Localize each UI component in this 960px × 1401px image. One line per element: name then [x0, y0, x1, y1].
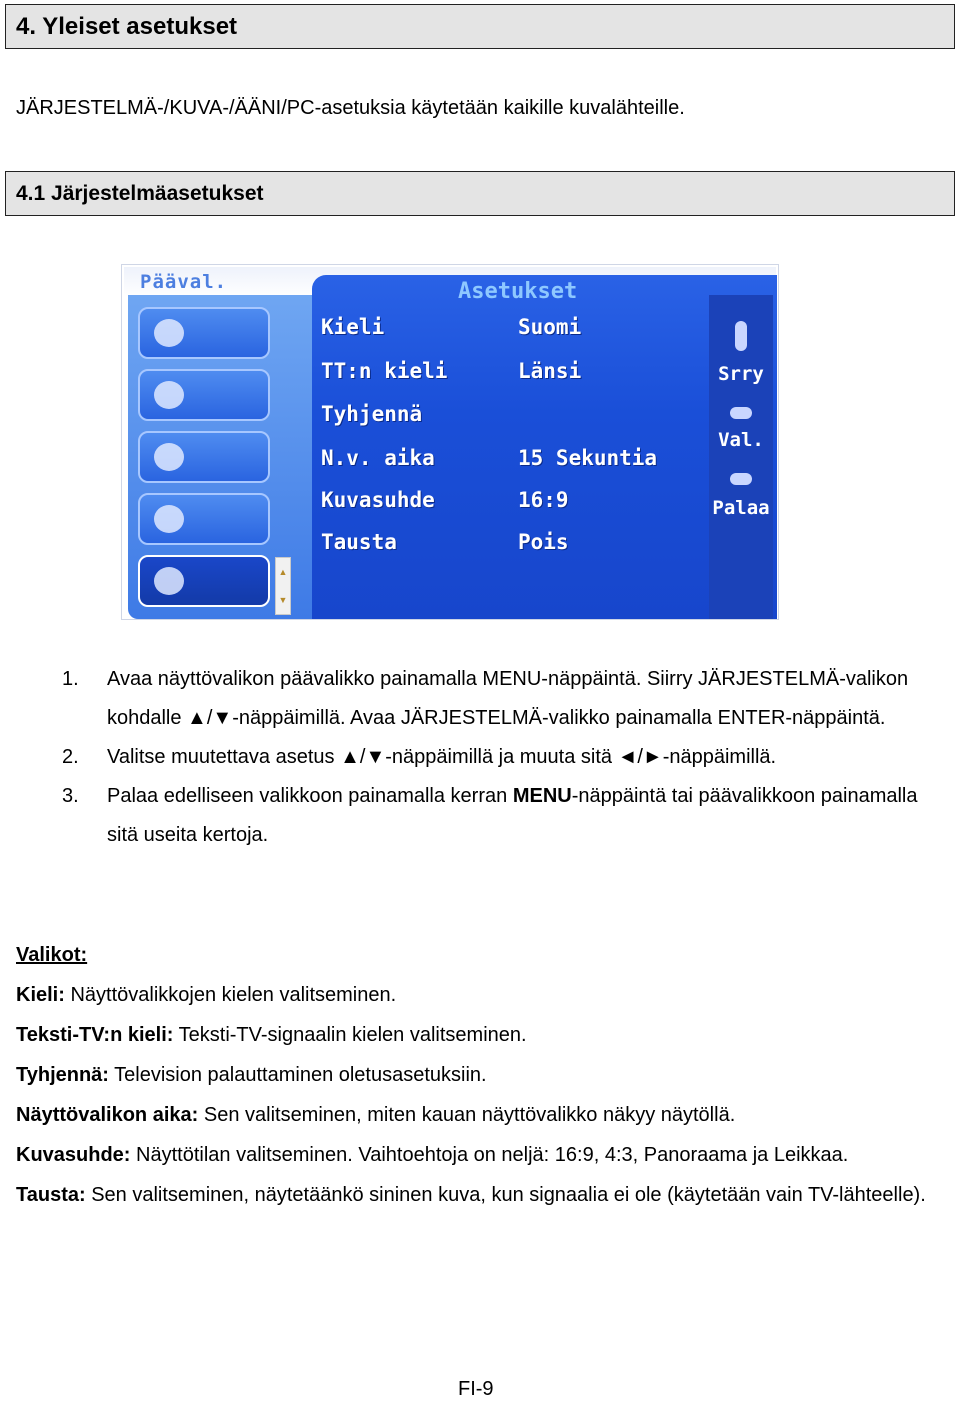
- menu-key-icon: [730, 473, 752, 485]
- menu-term: Kuvasuhde:: [16, 1144, 131, 1166]
- subsection-title-bar: [5, 171, 955, 216]
- intro-text: JÄRJESTELMÄ-/KUVA-/ÄÄNI/PC-asetuksia käytetään kaikille kuvalähteille.: [16, 97, 685, 119]
- tv-item-value: Länsi: [518, 359, 582, 383]
- legend-move: Srry: [718, 363, 764, 385]
- tv-item-label: TT:n kieli: [321, 359, 448, 383]
- menu-descriptions: [16, 935, 936, 1215]
- tv-category-column: [128, 295, 312, 619]
- pc-category-icon: [138, 493, 270, 545]
- menu-desc-item: [16, 975, 936, 1015]
- tv-item-value: Suomi: [518, 315, 582, 339]
- menu-term: Kieli:: [16, 984, 65, 1006]
- tv-key-legend: [709, 295, 773, 619]
- legend-back: Palaa: [712, 497, 770, 519]
- legend-select: Val.: [718, 429, 764, 451]
- tv-item-label: Tyhjennä: [321, 402, 423, 426]
- section-title-bar: [5, 4, 955, 49]
- menu-desc: Näyttövalikkojen kielen valitseminen.: [64, 984, 397, 1006]
- tv-item-value: Pois: [518, 530, 569, 554]
- step-number: 2.: [62, 746, 79, 768]
- tv-main-label: Pääval.: [140, 271, 228, 293]
- menu-desc-item: [16, 1055, 936, 1095]
- menu-term: Tausta:: [16, 1184, 86, 1206]
- menu-desc: Sen valitseminen, miten kauan näyttövalikko näkyy näytöllä.: [198, 1104, 736, 1126]
- instruction-steps: [62, 660, 942, 855]
- tv-item-value: 15 Sekuntia: [518, 446, 658, 470]
- tv-item-label: Tausta: [321, 530, 397, 554]
- section-title: 4. Yleiset asetukset: [16, 13, 238, 40]
- menu-term: Teksti-TV:n kieli:: [16, 1024, 174, 1046]
- step-text-post: -näppäintä tai päävalikkoon painamalla sitä useita kertoja.: [107, 785, 918, 846]
- tv-menu-screenshot: [121, 264, 779, 620]
- menus-heading: Valikot:: [16, 944, 88, 966]
- menu-term: Tyhjennä:: [16, 1064, 109, 1086]
- menu-desc-item: [16, 1015, 936, 1055]
- step-text: Valitse muutettava asetus ▲/▼-näppäimillä ja muuta sitä ◄/►-näppäimillä.: [107, 746, 777, 768]
- leftright-key-icon: [730, 407, 752, 419]
- step-text-pre: Palaa edelliseen valikkoon painamalla kerran: [107, 785, 513, 807]
- step-text-bold: MENU: [512, 785, 572, 807]
- step-item: [62, 660, 942, 738]
- tv-item-label: Kuvasuhde: [321, 488, 435, 512]
- tv-scrollbar: ▲ ▼: [275, 557, 291, 615]
- menu-desc: Teksti-TV-signaalin kielen valitseminen.: [173, 1024, 527, 1046]
- subsection-title: 4.1 Järjestelmäasetukset: [16, 182, 264, 205]
- picture-category-icon: [138, 307, 270, 359]
- page-number: FI-9: [458, 1378, 494, 1400]
- updown-key-icon: [735, 321, 747, 351]
- menu-desc-item: [16, 1095, 936, 1135]
- tv-item-label: N.v. aika: [321, 446, 435, 470]
- menu-desc: Television palauttaminen oletusasetuksiin.: [108, 1064, 487, 1086]
- step-item: [62, 777, 942, 855]
- sound-category-icon: [138, 369, 270, 421]
- tv-menu-title: Asetukset: [458, 279, 578, 304]
- tools-category-icon: [138, 555, 270, 607]
- menu-desc: Sen valitseminen, näytetäänkö sininen kuva, kun signaalia ei ole (käytetään vain TV-lähteelle).: [85, 1184, 926, 1206]
- menu-term: Näyttövalikon aika:: [16, 1104, 199, 1126]
- step-item: [62, 738, 942, 777]
- menu-desc: Näyttötilan valitseminen. Vaihtoehtoja on neljä: 16:9, 4:3, Panoraama ja Leikkaa.: [130, 1144, 849, 1166]
- step-number: 1.: [62, 668, 79, 690]
- menu-desc-item: [16, 1175, 936, 1215]
- satellite-category-icon: [138, 431, 270, 483]
- menu-desc-item: [16, 1135, 936, 1175]
- tv-item-value: 16:9: [518, 488, 569, 512]
- step-number: 3.: [62, 785, 79, 807]
- step-text: Avaa näyttövalikon päävalikko painamalla MENU-näppäintä. Siirry JÄRJESTELMÄ-valikon kohdalle ▲/▼-näppäimillä. Avaa JÄRJESTELMÄ-valikko painamalla ENTER-näppäintä.: [107, 668, 909, 729]
- tv-item-label: Kieli: [321, 315, 385, 339]
